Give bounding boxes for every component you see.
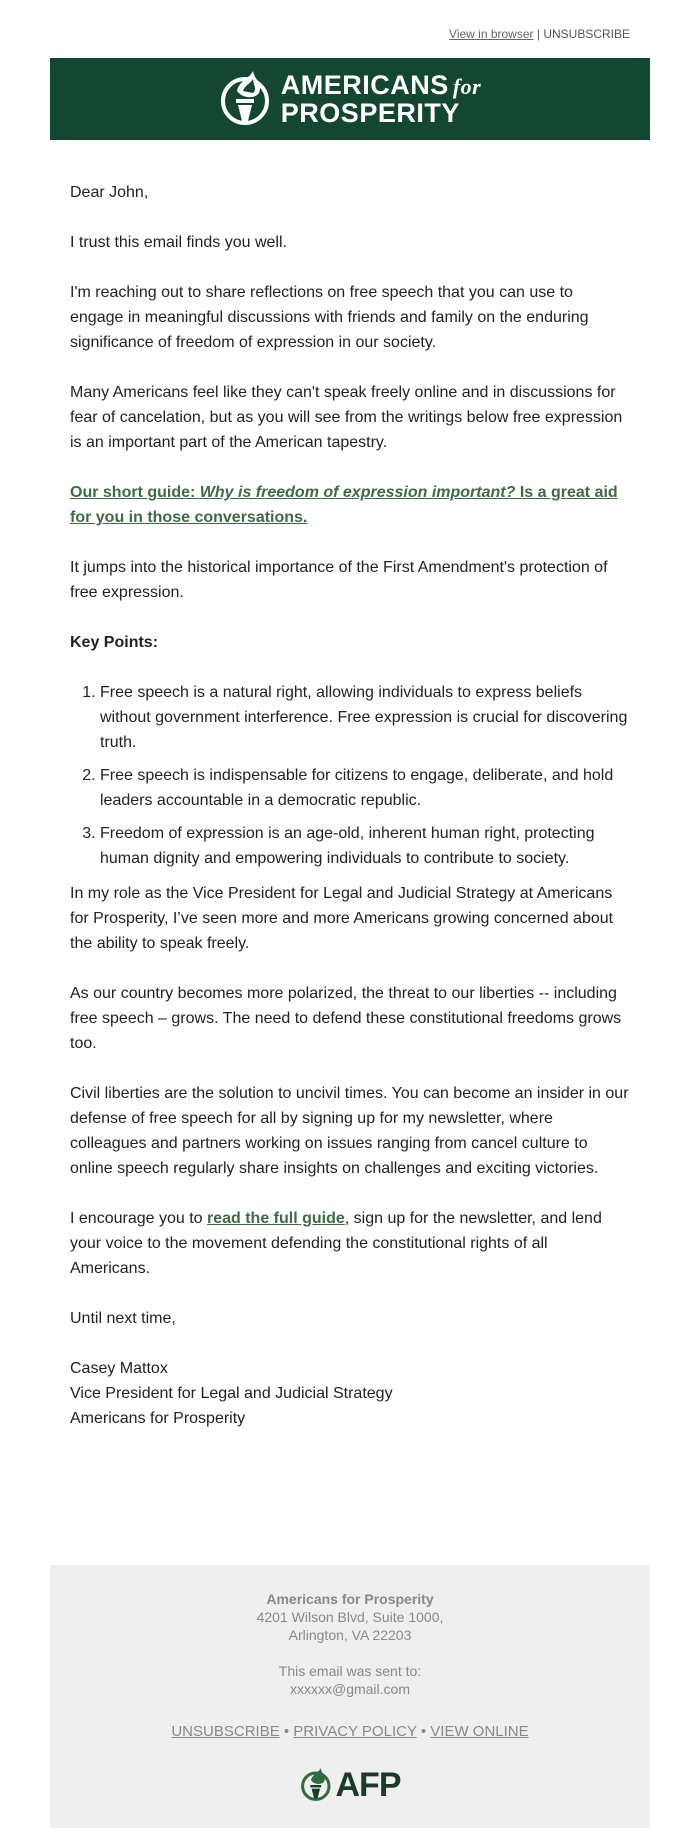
guide-paragraph [70,480,630,530]
signature-org: Americans for Prosperity [70,1410,246,1427]
footer-bullet: • [416,1723,431,1740]
top-links [449,27,630,41]
key-points-list [70,680,630,871]
paragraph-7: Civil liberties are the solution to uncivil times. You can become an insider in our defense of free speech for all by signing up for my newsletter, where colleagues and partners working on issues ranging from cancel culture to online speech regularly share insights on challenges and exciting victories. [70,1085,629,1177]
email-footer [50,1565,650,1828]
email-body [70,140,630,1431]
top-unsubscribe-link[interactable]: UNSUBSCRIBE [543,27,630,41]
paragraph-8-after: , sign up for the newsletter, and lend your voice to the movement defending the constitutional rights of all Americans. [70,1210,602,1277]
footer-bullet: • [279,1723,294,1740]
view-in-browser-link[interactable]: View in browser [449,27,534,41]
footer-privacy-link[interactable]: PRIVACY POLICY [293,1723,417,1740]
guide-link-suffix: Is a great aid for you in those conversations. [70,484,618,526]
torch-icon [300,1767,334,1803]
footer-org: Americans for Prosperity [266,1591,434,1607]
footer-links [50,1723,650,1741]
footer-unsubscribe-link[interactable]: UNSUBSCRIBE [171,1723,280,1740]
footer-address-line2: Arlington, VA 22203 [288,1627,412,1643]
footer-view-online-link[interactable]: VIEW ONLINE [430,1723,529,1740]
top-bar [0,0,700,58]
footer-sent-to-label: This email was sent to: [278,1663,422,1679]
paragraph-5: In my role as the Vice President for Legal and Judicial Strategy at Americans for Prosperity, I’ve seen more and more Americans growing concerned about the ability to speak freely. [70,885,614,952]
guide-link-prefix: Our short guide: [70,484,200,501]
torch-icon [219,69,275,129]
closing: Until next time, [70,1310,176,1327]
paragraph-3: Many Americans feel like they can't speak freely online and in discussions for fear of cancelation, but as you will see from the writings below free expression is an important part of the American tapestry. [70,384,623,451]
footer-afp-logo[interactable] [50,1767,650,1803]
paragraph-8 [70,1206,630,1281]
email-header-banner [50,58,650,140]
read-full-guide-link[interactable]: read the full guide [206,1210,345,1227]
list-item: 3. Freedom of expression is an age-old, inherent human right, protecting human dignity and empowering individuals to contribute to society. [100,821,630,871]
signature-title: Vice President for Legal and Judicial Strategy [70,1385,393,1402]
logo-for: for [452,73,482,99]
greeting: Dear John, [70,184,149,201]
footer-email: xxxxxx@gmail.com [289,1681,410,1697]
logo-wordmark [280,69,482,128]
footer-logo-text: AFP [335,1766,401,1804]
signature [70,1356,630,1431]
footer-address-line1: 4201 Wilson Blvd, Suite 1000, [256,1609,444,1625]
paragraph-1: I trust this email finds you well. [70,234,287,251]
guide-link[interactable] [70,484,618,526]
top-links-separator: | [533,27,544,41]
list-item: 1. Free speech is a natural right, allowing individuals to express beliefs without government interference. Free expression is crucial for discovering truth. [100,680,630,755]
paragraph-4: It jumps into the historical importance of the First Amendment's protection of free expression. [70,559,608,601]
guide-link-title: Why is freedom of expression important? [199,484,516,501]
paragraph-8-before: I encourage you to [70,1210,207,1227]
logo-line2: PROSPERITY [280,97,460,128]
paragraph-2: I'm reaching out to share reflections on free speech that you can use to engage in meaningful discussions with friends and family on the enduring significance of freedom of expression in our society. [70,284,589,351]
paragraph-6: As our country becomes more polarized, the threat to our liberties -- including free speech – grows. The need to defend these constitutional freedoms grows too. [70,985,622,1052]
afp-logo[interactable] [219,69,481,129]
key-points-title: Key Points: [70,634,159,651]
list-item: 2. Free speech is indispensable for citizens to engage, deliberate, and hold leaders accountable in a democratic republic. [100,763,630,813]
logo-line1: AMERICANS [280,69,449,100]
signature-name: Casey Mattox [70,1360,168,1377]
